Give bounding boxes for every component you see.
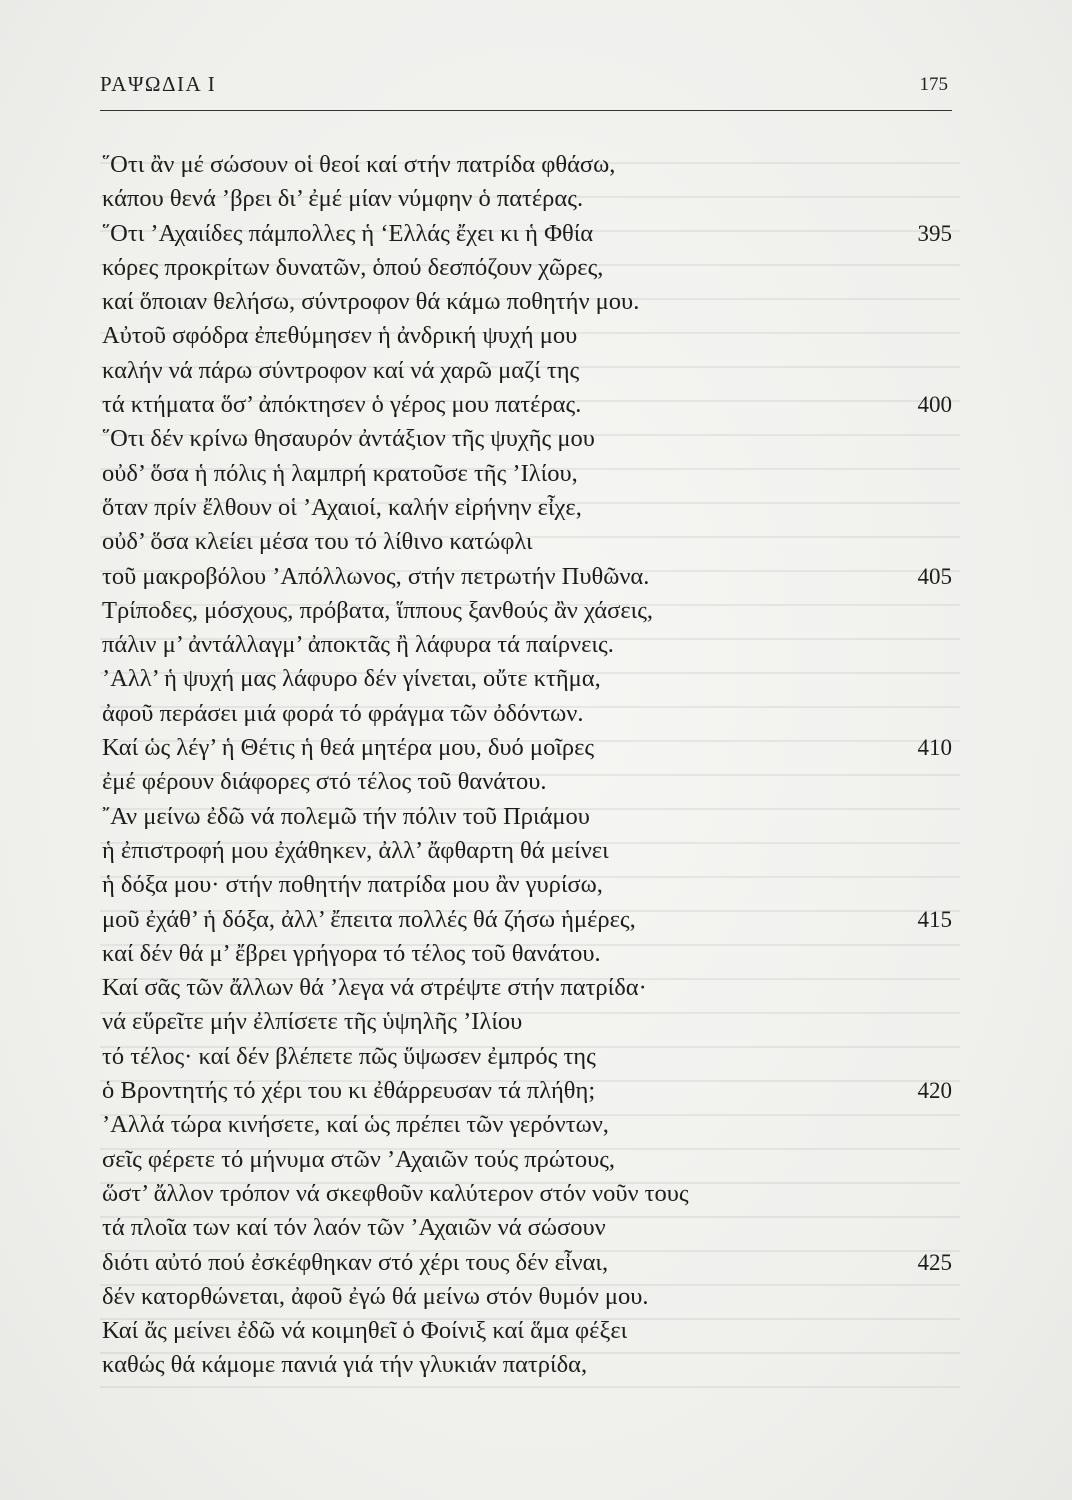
verse-line — [102, 1005, 954, 1039]
verse-line — [102, 834, 954, 868]
verse-line — [102, 148, 954, 182]
verse-line — [102, 1040, 954, 1074]
line-number: 420 — [917, 1078, 952, 1104]
verse-text: μοῦ ἐχάθ’ ἡ δόξα, ἀλλ’ ἔπειτα πολλές θά ζήσω ἡμέρες, — [102, 905, 636, 933]
verse-text: ἡ δόξα μου· στήν ποθητήν πατρίδα μου ἂν γυρίσω, — [102, 871, 603, 899]
verse-line — [102, 1211, 954, 1245]
verse-line — [102, 1280, 954, 1314]
verse-line — [102, 903, 954, 937]
verse-text: καλήν νά πάρω σύντροφον καί νά χαρῶ μαζί της — [102, 356, 580, 384]
verse-line — [102, 422, 954, 456]
verse-text: ’Αλλά τώρα κινήσετε, καί ὡς πρέπει τῶν γερόντων, — [102, 1111, 609, 1139]
verse-text: ἀφοῦ περάσει μιά φορά τό φράγμα τῶν ὀδόντων. — [102, 699, 584, 727]
verse-line — [102, 491, 954, 525]
verse-text: καί ὅποιαν θελήσω, σύντροφον θά κάμω ποθητήν μου. — [102, 288, 640, 316]
verse-text: κόρες προκρίτων δυνατῶν, ὁπού δεσπόζουν χῶρες, — [102, 253, 604, 281]
running-head: ΡΑΨΩΔΙΑ Ι — [100, 72, 217, 96]
verse-text: οὐδ’ ὅσα ἡ πόλις ἡ λαμπρή κρατοῦσε τῆς ’Ιλίου, — [102, 459, 578, 487]
verse-line — [102, 285, 954, 319]
verse-line — [102, 217, 954, 251]
verse-text: καί δέν θά μ’ ἔβρει γρήγορα τό τέλος τοῦ θανάτου. — [102, 939, 601, 967]
poem-text — [102, 148, 954, 1383]
line-number: 425 — [917, 1249, 952, 1275]
page-number: 175 — [919, 74, 948, 95]
verse-text: ῞Οτι ἂν μέ σώσουν οἱ θεοί καί στήν πατρίδα φθάσω, — [102, 151, 616, 178]
verse-line — [102, 1246, 954, 1280]
line-number: 405 — [917, 563, 952, 589]
verse-line — [102, 765, 954, 799]
line-number: 400 — [917, 392, 952, 418]
verse-text: Καί σᾶς τῶν ἄλλων θά ’λεγα νά στρέψτε στήν πατρίδα· — [102, 974, 647, 1002]
verse-text: Καί ὡς λέγ’ ἡ Θέτις ἡ θεά μητέρα μου, δυό μοῖρες — [102, 734, 595, 762]
verse-line — [102, 525, 954, 559]
verse-text: ἡ ἐπιστροφή μου ἐχάθηκεν, ἀλλ’ ἄφθαρτη θά μείνει — [102, 836, 609, 864]
page-header — [100, 72, 952, 106]
verse-line — [102, 971, 954, 1005]
verse-text: ὅταν πρίν ἔλθουν οἱ ’Αχαιοί, καλήν εἰρήνην εἶχε, — [102, 493, 582, 521]
verse-line — [102, 319, 954, 353]
verse-text: κάπου θενά ’βρει δι’ ἐμέ μίαν νύμφην ὁ πατέρας. — [102, 185, 584, 213]
verse-line — [102, 388, 954, 422]
verse-text: σεῖς φέρετε τό μήνυμα στῶν ’Αχαιῶν τούς πρώτους, — [102, 1145, 616, 1173]
verse-line — [102, 251, 954, 285]
verse-line — [102, 594, 954, 628]
verse-text: διότι αὐτό πού ἐσκέφθηκαν στό χέρι τους δέν εἶναι, — [102, 1248, 609, 1276]
verse-line — [102, 1108, 954, 1142]
verse-text: ῞Οτι δέν κρίνω θησαυρόν ἀντάξιον τῆς ψυχῆς μου — [102, 425, 595, 453]
verse-line — [102, 937, 954, 971]
verse-line — [102, 800, 954, 834]
verse-line — [102, 354, 954, 388]
line-number: 415 — [917, 906, 952, 932]
verse-text: τά πλοῖα των καί τόν λαόν τῶν ’Αχαιῶν νά σώσουν — [102, 1214, 606, 1242]
verse-text: ῎Αν μείνω ἐδῶ νά πολεμῶ τήν πόλιν τοῦ Πριάμου — [102, 802, 590, 830]
verse-text: πάλιν μ’ ἀντάλλαγμ’ ἀποκτᾶς ἢ λάφυρα τά παίρνεις. — [102, 631, 614, 659]
verse-text: τά κτήματα ὅσ’ ἀπόκτησεν ὁ γέρος μου πατέρας. — [102, 391, 582, 419]
line-number: 395 — [917, 220, 952, 246]
verse-line — [102, 560, 954, 594]
verse-line — [102, 457, 954, 491]
verse-line — [102, 868, 954, 902]
header-rule — [100, 110, 952, 111]
verse-text: καθώς θά κάμομε πανιά γιά τήν γλυκιάν πατρίδα, — [102, 1351, 588, 1379]
verse-text: Αὐτοῦ σφόδρα ἐπεθύμησεν ἡ ἀνδρική ψυχή μου — [102, 322, 578, 350]
verse-text: τοῦ μακροβόλου ’Απόλλωνος, στήν πετρωτήν Πυθῶνα. — [102, 562, 650, 590]
verse-line — [102, 731, 954, 765]
verse-line — [102, 182, 954, 216]
verse-line — [102, 1177, 954, 1211]
verse-text: ὥστ’ ἄλλον τρόπον νά σκεφθοῦν καλύτερον στόν νοῦν τους — [102, 1179, 689, 1207]
verse-text: Τρίποδες, μόσχους, πρόβατα, ἵππους ξανθούς ἂν χάσεις, — [102, 596, 654, 624]
verse-text: ῞Οτι ’Αχαιίδες πάμπολλες ἡ ‘Ελλάς ἔχει κι ἡ Φθία — [102, 219, 594, 247]
verse-line — [102, 697, 954, 731]
verse-line — [102, 1143, 954, 1177]
line-number: 410 — [917, 735, 952, 761]
verse-line — [102, 1348, 954, 1382]
verse-text: ἐμέ φέρουν διάφορες στό τέλος τοῦ θανάτου. — [102, 768, 547, 796]
verse-text: νά εὕρεῖτε μήν ἐλπίσετε τῆς ὑψηλῆς ’Ιλίου — [102, 1008, 523, 1036]
verse-text: οὐδ’ ὅσα κλείει μέσα του τό λίθινο κατώφλι — [102, 528, 533, 556]
verse-line — [102, 628, 954, 662]
verse-text: ’Αλλ’ ἡ ψυχή μας λάφυρο δέν γίνεται, οὔτε κτῆμα, — [102, 665, 601, 693]
verse-text: ὁ Βροντητής τό χέρι του κι ἐθάρρευσαν τά πλήθη; — [102, 1077, 596, 1105]
verse-text: δέν κατορθώνεται, ἀφοῦ ἐγώ θά μείνω στόν θυμόν μου. — [102, 1282, 649, 1310]
verse-line — [102, 1314, 954, 1348]
verse-line — [102, 662, 954, 696]
verse-line — [102, 1074, 954, 1108]
verse-text: Καί ἄς μείνει ἐδῶ νά κοιμηθεῖ ὁ Φοίνιξ καί ἅμα φέξει — [102, 1317, 628, 1345]
verse-text: τό τέλος· καί δέν βλέπετε πῶς ὕψωσεν ἐμπρός της — [102, 1042, 596, 1070]
